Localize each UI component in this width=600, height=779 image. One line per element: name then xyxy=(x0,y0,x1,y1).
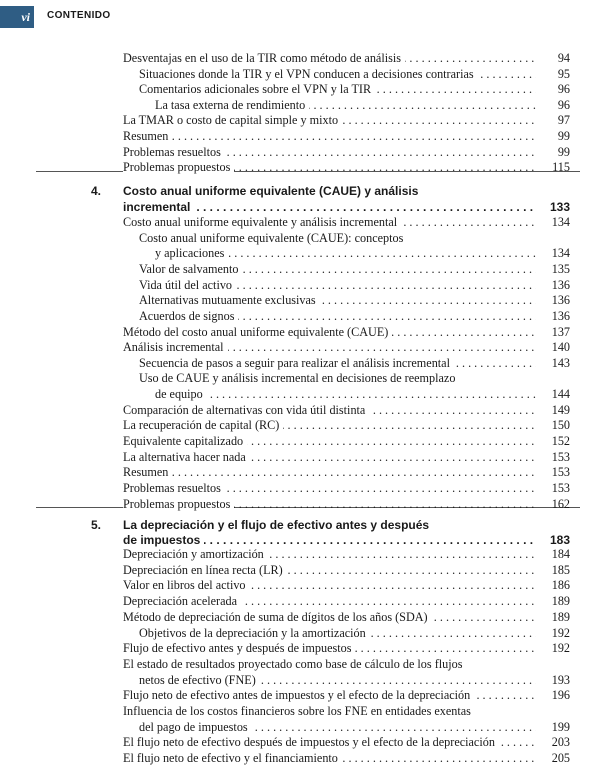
toc-entry-text: Análisis incremental xyxy=(123,340,228,354)
toc-entry xyxy=(139,277,536,293)
toc-entry xyxy=(123,593,536,609)
toc-page-number: 153 xyxy=(551,450,570,464)
toc-entry-text: Valor de salvamento xyxy=(139,262,243,276)
toc-entry xyxy=(139,81,536,97)
running-head: CONTENIDO xyxy=(47,10,111,21)
chapter-title-leader xyxy=(123,199,536,215)
toc-entry xyxy=(123,112,536,128)
toc-entry-text: Acuerdos de signos xyxy=(139,309,238,323)
toc-page-number: 205 xyxy=(551,751,570,765)
toc-page-number: 96 xyxy=(557,98,570,112)
toc-entry-text: La tasa externa de rendimiento xyxy=(155,98,309,112)
toc-page-number: 186 xyxy=(551,578,570,592)
toc-entry-text: Comparación de alternativas con vida útil distinta xyxy=(123,403,369,417)
toc-page-number: 143 xyxy=(551,356,570,370)
toc-page-number: 133 xyxy=(549,200,570,214)
toc-entry xyxy=(139,261,536,277)
toc-entry-text: Resumen xyxy=(123,129,172,143)
toc-entry-text: Método de depreciación de suma de dígitos de los años (SDA) xyxy=(123,610,432,624)
toc-entry-text: Depreciación acelerada xyxy=(123,594,241,608)
toc-entry xyxy=(139,719,536,735)
toc-entry xyxy=(139,370,536,386)
toc-entry-text: Objetivos de la depreciación y la amortización xyxy=(139,626,370,640)
toc-entry-text: Secuencia de pasos a seguir para realizar el análisis incremental xyxy=(139,356,454,370)
toc-page-number: 136 xyxy=(551,293,570,307)
toc-entry-text: Costo anual uniforme equivalente (CAUE): conceptos xyxy=(139,231,404,245)
toc-entry-text: de equipo xyxy=(155,387,207,401)
toc-entry-text: Depreciación en línea recta (LR) xyxy=(123,563,287,577)
toc-page-number: 135 xyxy=(551,262,570,276)
dot-leader xyxy=(123,128,536,144)
chapter-5-number: 5. xyxy=(91,518,102,532)
toc-page-number: 99 xyxy=(557,145,570,159)
toc-entry xyxy=(123,656,536,672)
toc-entry-text: Problemas resueltos xyxy=(123,145,225,159)
toc-entry xyxy=(123,433,536,449)
toc-page-number: 192 xyxy=(551,641,570,655)
toc-page-number: 140 xyxy=(551,340,570,354)
toc-entry-text: Situaciones donde la TIR y el VPN conducen a decisiones contrarias xyxy=(139,67,478,81)
toc-entry-text: incremental xyxy=(123,200,194,214)
toc-entry xyxy=(123,734,536,750)
toc-page-number: 152 xyxy=(551,434,570,448)
toc-page-number: 153 xyxy=(551,481,570,495)
toc-page-number: 189 xyxy=(551,610,570,624)
toc-entry xyxy=(123,496,536,512)
chapter-5-title-line1: La depreciación y el flujo de efectivo antes y después xyxy=(123,518,430,532)
dot-leader xyxy=(155,386,536,402)
toc-entry xyxy=(155,97,536,113)
toc-page-number: 96 xyxy=(557,82,570,96)
toc-entry xyxy=(155,386,536,402)
page-folio: vi xyxy=(0,6,34,28)
toc-entry-text: Problemas propuestos xyxy=(123,160,234,174)
toc-page-number: 99 xyxy=(557,129,570,143)
toc-page-number: 192 xyxy=(551,626,570,640)
toc-entry xyxy=(123,214,536,230)
toc-page-number: 144 xyxy=(551,387,570,401)
toc-entry-text: Equivalente capitalizado xyxy=(123,434,247,448)
toc-page-number: 203 xyxy=(551,735,570,749)
toc-entry xyxy=(123,640,536,656)
toc-entry xyxy=(139,355,536,371)
toc-entry-text: Alternativas mutuamente exclusivas xyxy=(139,293,320,307)
toc-entry xyxy=(123,464,536,480)
toc-entry-text: Flujo de efectivo antes y después de impuestos xyxy=(123,641,355,655)
toc-entry xyxy=(123,417,536,433)
toc-entry-text: Comentarios adicionales sobre el VPN y la TIR xyxy=(139,82,375,96)
toc-entry xyxy=(123,402,536,418)
page-header xyxy=(0,6,600,30)
toc-entry xyxy=(123,339,536,355)
toc-entry-text: Influencia de los costos financieros sobre los FNE en entidades exentas xyxy=(123,704,471,718)
toc-entry-text: Uso de CAUE y análisis incremental en decisiones de reemplazo xyxy=(139,371,456,385)
toc-entry xyxy=(123,144,536,160)
chapter-4-number: 4. xyxy=(91,184,102,198)
toc-entry xyxy=(139,308,536,324)
toc-entry xyxy=(155,245,536,261)
toc-entry xyxy=(139,292,536,308)
toc-entry-text: La recuperación de capital (RC) xyxy=(123,418,283,432)
toc-page-number: 136 xyxy=(551,309,570,323)
toc-entry xyxy=(123,50,536,66)
toc-page-number: 136 xyxy=(551,278,570,292)
toc-page-number: 184 xyxy=(551,547,570,561)
toc-entry xyxy=(139,672,536,688)
toc-page-number: 189 xyxy=(551,594,570,608)
toc-entry xyxy=(123,324,536,340)
toc-page-number: 196 xyxy=(551,688,570,702)
dot-leader xyxy=(123,464,536,480)
toc-entry-text: netos de efectivo (FNE) xyxy=(139,673,260,687)
toc-page-number: 94 xyxy=(557,51,570,65)
toc-entry-text: El estado de resultados proyectado como base de cálculo de los flujos xyxy=(123,657,463,671)
toc-entry xyxy=(139,230,536,246)
toc-entry-text: y aplicaciones xyxy=(155,246,228,260)
toc-page-number: 134 xyxy=(551,215,570,229)
toc-entry xyxy=(139,66,536,82)
toc-entry xyxy=(123,480,536,496)
toc-entry-text: de impuestos xyxy=(123,533,204,547)
toc-page-number: 183 xyxy=(549,533,570,547)
toc-entry-text: Resumen xyxy=(123,465,172,479)
toc-page-number: 95 xyxy=(557,67,570,81)
toc-entry xyxy=(123,609,536,625)
toc-page-number: 185 xyxy=(551,563,570,577)
toc-entry-text: Desventajas en el uso de la TIR como método de análisis xyxy=(123,51,405,65)
toc-page-number: 153 xyxy=(551,465,570,479)
toc-page-number: 162 xyxy=(551,497,570,511)
chapter-4-title-line1: Costo anual uniforme equivalente (CAUE) y análisis xyxy=(123,184,419,198)
toc-entry-text: Método del costo anual uniforme equivalente (CAUE) xyxy=(123,325,392,339)
toc-entry xyxy=(123,687,536,703)
toc-entry xyxy=(123,159,536,175)
toc-page-number: 137 xyxy=(551,325,570,339)
toc-entry-text: El flujo neto de efectivo después de impuestos y el efecto de la depreciación xyxy=(123,735,499,749)
toc-entry xyxy=(123,750,536,766)
toc-page-number: 115 xyxy=(552,160,570,174)
toc-page-number: 149 xyxy=(551,403,570,417)
toc-entry xyxy=(123,128,536,144)
toc-entry-text: Problemas resueltos xyxy=(123,481,225,495)
toc-entry-text: Vida útil del activo xyxy=(139,278,236,292)
toc-page-number: 97 xyxy=(557,113,570,127)
toc-entry-text: Problemas propuestos xyxy=(123,497,234,511)
toc-entry-text: del pago de impuestos xyxy=(139,720,252,734)
toc-entry-text: Flujo neto de efectivo antes de impuestos y el efecto de la depreciación xyxy=(123,688,474,702)
toc-page-number: 150 xyxy=(551,418,570,432)
toc-entry xyxy=(123,546,536,562)
toc-entry xyxy=(123,562,536,578)
toc-page-number: 134 xyxy=(551,246,570,260)
toc-entry-text: Costo anual uniforme equivalente y análisis incremental xyxy=(123,215,401,229)
toc-entry xyxy=(123,577,536,593)
toc-entry-text: Depreciación y amortización xyxy=(123,547,268,561)
toc-entry-text: La alternativa hacer nada xyxy=(123,450,250,464)
toc-page-number: 193 xyxy=(551,673,570,687)
toc-page-number: 199 xyxy=(551,720,570,734)
toc-entry-text: Valor en libros del activo xyxy=(123,578,250,592)
toc-entry xyxy=(123,449,536,465)
toc-entry-text: El flujo neto de efectivo y el financiamiento xyxy=(123,751,342,765)
toc-entry xyxy=(123,703,536,719)
toc-entry-text: La TMAR o costo de capital simple y mixto xyxy=(123,113,342,127)
toc-entry xyxy=(139,625,536,641)
